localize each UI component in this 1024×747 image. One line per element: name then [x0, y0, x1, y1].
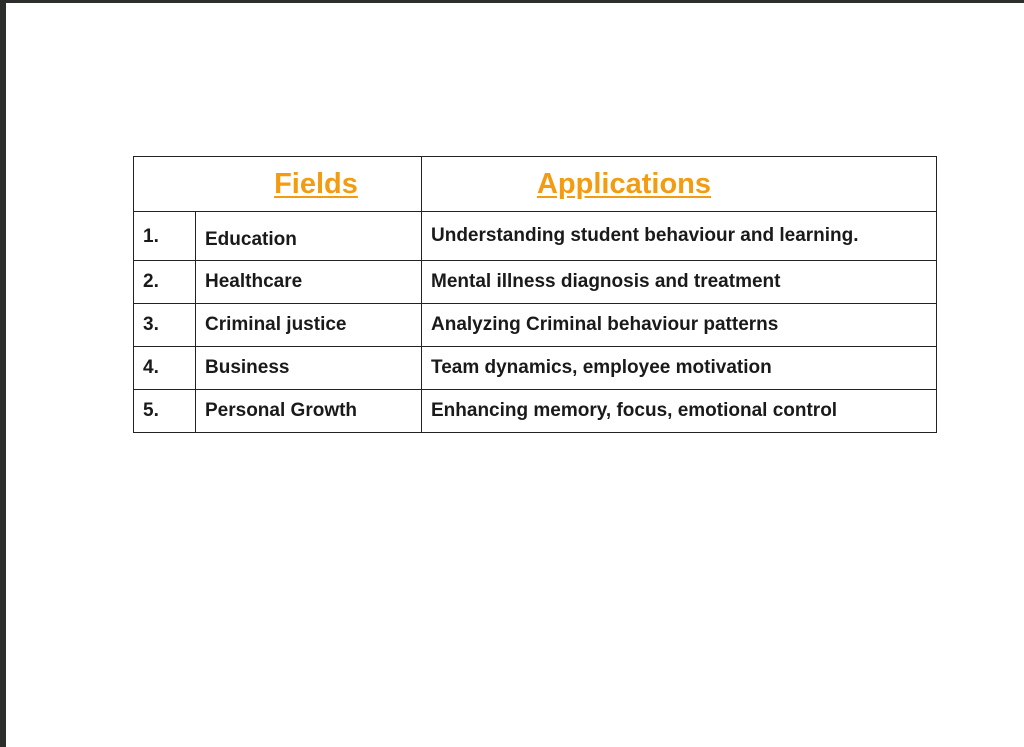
- field-cell: Criminal justice: [196, 304, 422, 347]
- field-cell: Healthcare: [196, 261, 422, 304]
- header-applications: Applications: [422, 157, 937, 212]
- table-row: [134, 304, 937, 347]
- field-cell: Education: [196, 212, 422, 261]
- application-cell: Enhancing memory, focus, emotional control: [422, 390, 937, 433]
- row-number: 4.: [134, 347, 196, 390]
- header-fields: Fields: [134, 157, 422, 212]
- application-cell: Mental illness diagnosis and treatment: [422, 261, 937, 304]
- table-row: [134, 212, 937, 261]
- row-number: 3.: [134, 304, 196, 347]
- row-number: 2.: [134, 261, 196, 304]
- table-row: [134, 390, 937, 433]
- table-row: [134, 347, 937, 390]
- table-row: [134, 261, 937, 304]
- row-number: 1.: [134, 212, 196, 261]
- row-number: 5.: [134, 390, 196, 433]
- field-cell: Personal Growth: [196, 390, 422, 433]
- table-header-row: [134, 157, 937, 212]
- application-cell: Understanding student behaviour and learning.: [422, 212, 937, 261]
- application-cell: Analyzing Criminal behaviour patterns: [422, 304, 937, 347]
- field-cell: Business: [196, 347, 422, 390]
- application-cell: Team dynamics, employee motivation: [422, 347, 937, 390]
- fields-applications-table: [133, 156, 937, 433]
- document-page: [6, 3, 1024, 747]
